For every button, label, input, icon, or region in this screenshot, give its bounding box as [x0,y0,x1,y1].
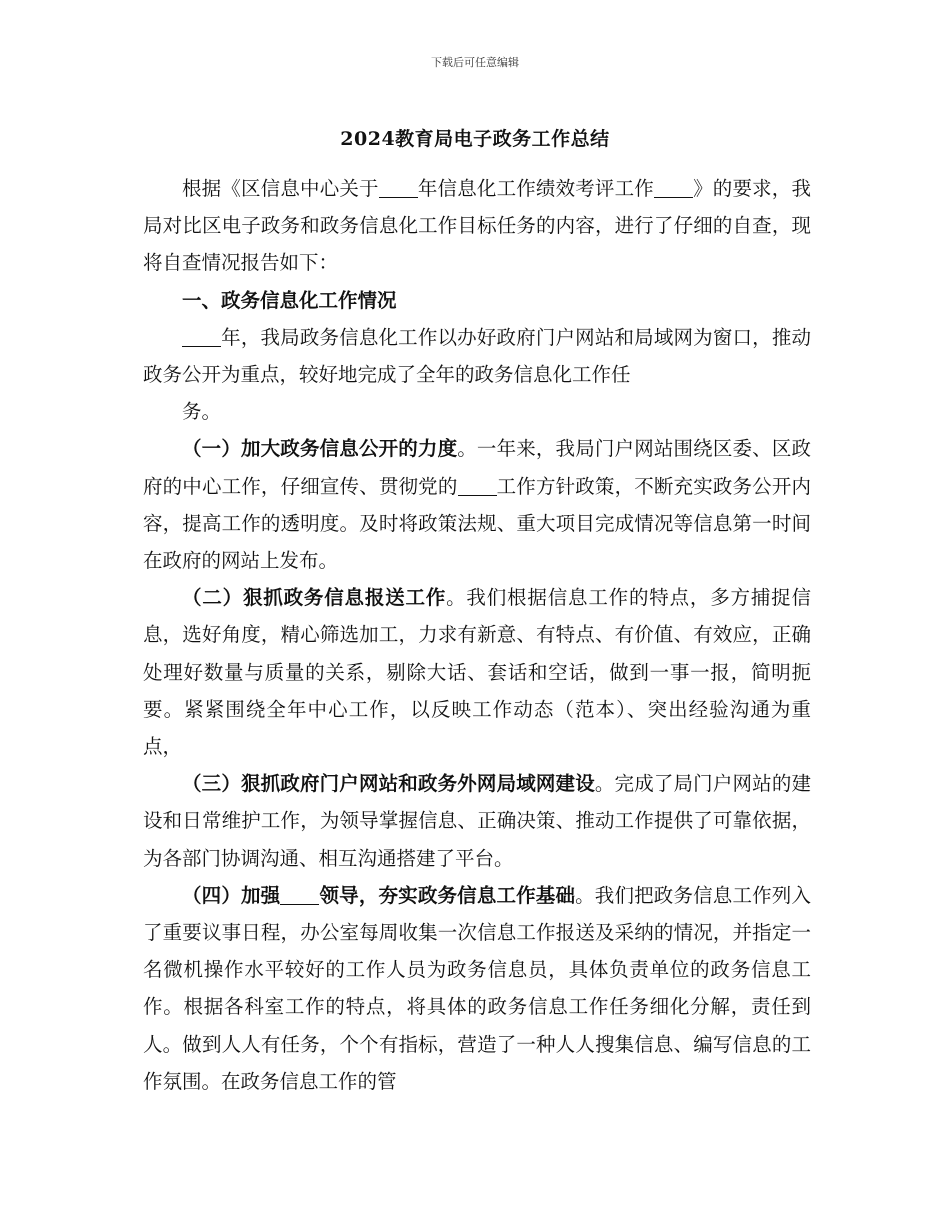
item1-heading: （一）加大政务信息公开的力度 [182,437,458,461]
blank-underline [280,884,319,905]
item4-heading-b: 领导，夯实政务信息工作基础 [319,883,576,907]
header-note: 下载后可任意编辑 [431,56,519,69]
section1-paragraph: 年，我局政务信息化工作以办好政府门户网站和局域网为窗口，推动政务公开为重点，较好地完成了全年的政务信息化工作任 [143,325,811,387]
document-body [143,170,811,1100]
document-title: 2024教育局电子政务工作总结 [340,128,610,150]
blank-underline [654,177,693,198]
section-heading: 一、政务信息化工作情况 [182,288,397,312]
item4-paragraph: （四）加强 领导，夯实政务信息工作基础。我们把政务信息工作列入了重要议事日程，办公室每周收集一次信息工作报送及采纳的情况，并指定一名微机操作水平较好的工作人员为政务信息员，具体负责单位的政务信息工作。根据各科室工作的特点，将具体的政务信息工作任务细化分解，责任到人。做到人人有任务，个个有指标，营造了一种人人搜集信息、编写信息的工作氛围。在政务信息工作的管 [143,883,811,1093]
blank-underline [182,326,221,347]
blank-underline [379,177,418,198]
item1-paragraph: （一）加大政务信息公开的力度。一年来，我局门户网站围绕区委、区政府的中心工作，仔细宣传、贯彻党的 工作方针政策，不断充实政务公开内容，提高工作的透明度。及时将政策法规、重大项目完成情况等信息第一时间在政府的网站上发布。 [143,437,811,573]
item2-paragraph: （二）狠抓政务信息报送工作。我们根据信息工作的特点，多方捕捉信息，选好角度，精心筛选加工，力求有新意、有特点、有价值、有效应，正确处理好数量与质量的关系，剔除大话、套话和空话，做到一事一报，简明扼要。紧紧围绕全年中心工作，以反映工作动态（范本）、突出经验沟通为重点， [143,586,811,759]
item3-heading: （三）狠抓政府门户网站和政务外网局域网建设 [182,772,595,796]
section1-paragraph-tail: 务。 [182,400,222,424]
intro-paragraph: 根据《区信息中心关于 年信息化工作绩效考评工作 》的要求，我局对比区电子政务和政务信息化工作目标任务的内容，进行了仔细的自查，现将自查情况报告如下： [143,177,811,275]
item2-heading: （二）狠抓政务信息报送工作 [182,586,447,610]
item3-paragraph: （三）狠抓政府门户网站和政务外网局域网建设。完成了局门户网站的建设和日常维护工作，为领导掌握信息、正确决策、推动工作提供了可靠依据，为各部门协调沟通、相互沟通搭建了平台。 [143,772,811,870]
item4-heading-a: （四）加强 [182,883,281,907]
blank-underline [458,475,497,496]
